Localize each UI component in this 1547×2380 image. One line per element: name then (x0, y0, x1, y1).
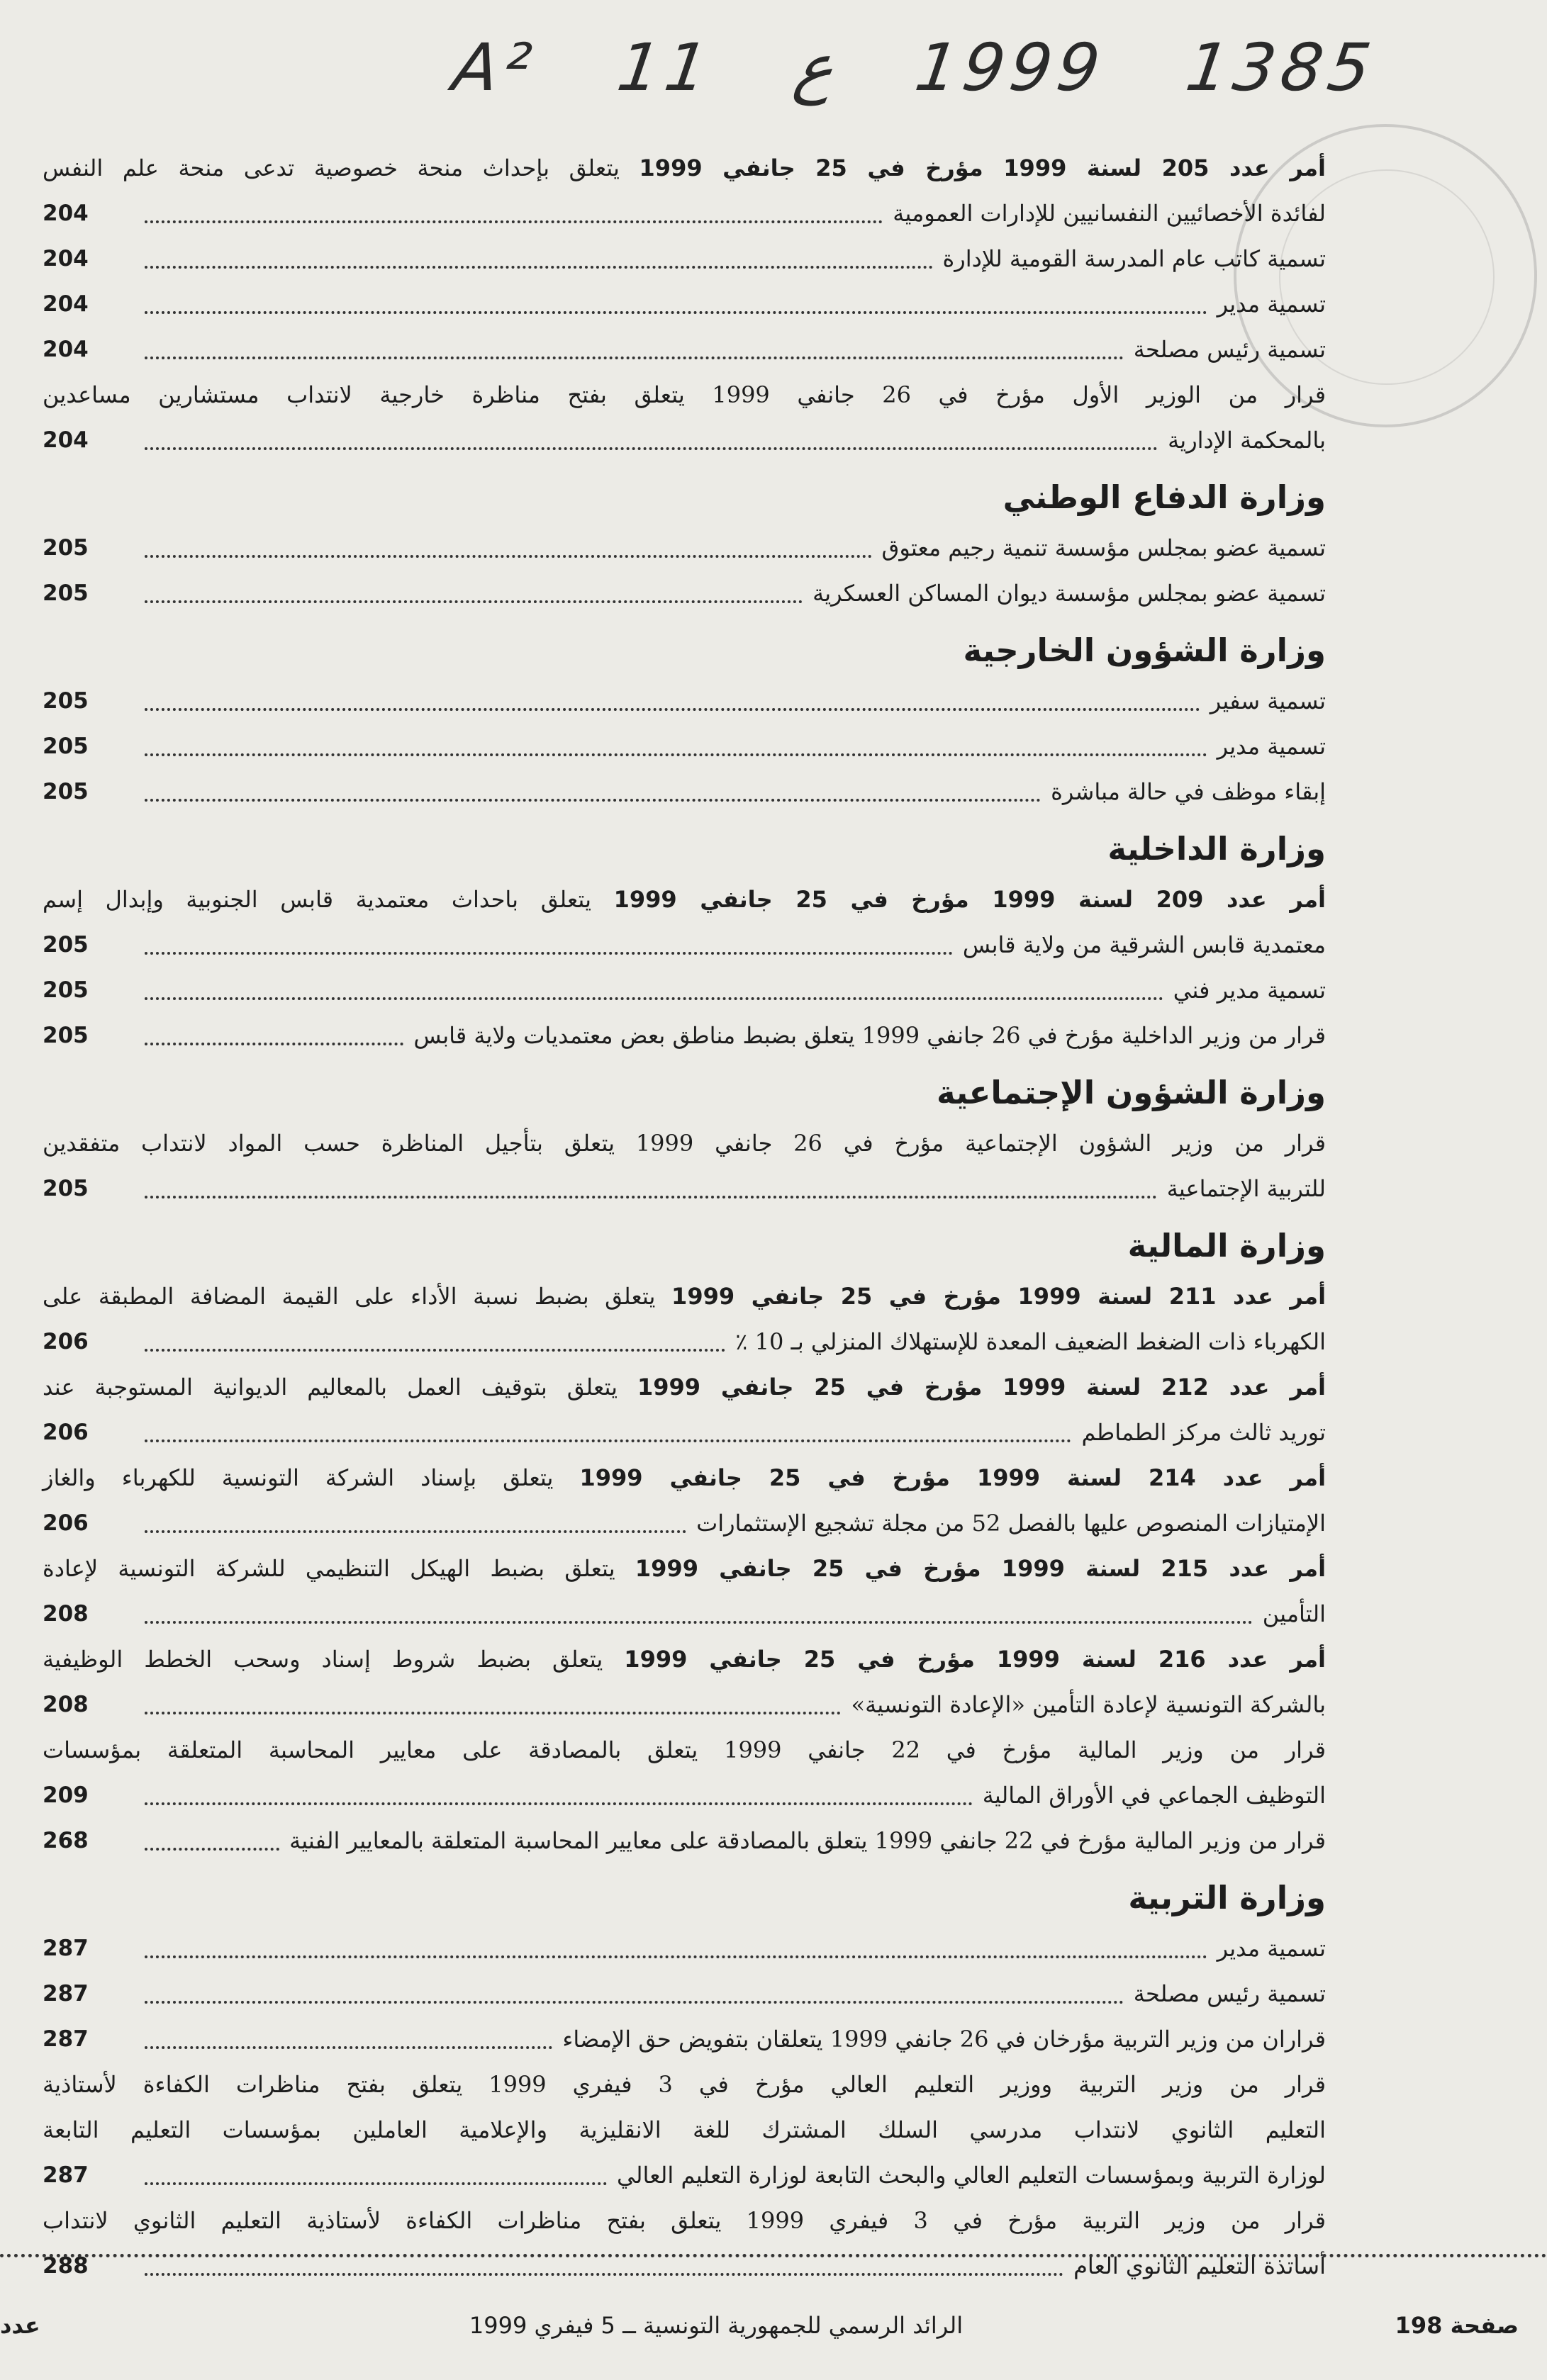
dot-leader (145, 997, 1163, 1000)
toc-entry (43, 1364, 1326, 1455)
entry-text-part: تسمية سفير (1210, 687, 1326, 714)
dot-leader (145, 1349, 725, 1352)
entry-text (43, 1464, 1326, 1491)
entry-text-part: تسمية مدير (1217, 1935, 1326, 1962)
entry-page-number: 204 (43, 337, 89, 362)
entry-line (43, 1591, 1326, 1637)
dot-leader (145, 2182, 607, 2185)
toc-entry (43, 2198, 1326, 2289)
toc-section (43, 470, 1326, 616)
entry-text-part: تسمية عضو بمجلس مؤسسة تنمية رجيم معتوق (881, 534, 1326, 561)
entry-line (43, 877, 1326, 922)
toc-entry (43, 877, 1326, 967)
dot-leader (145, 2046, 552, 2049)
toc-entry (43, 1818, 1326, 1863)
toc-entry (43, 1455, 1326, 1546)
entry-text (1168, 417, 1326, 463)
entry-page-number: 205 (43, 734, 89, 759)
entry-page-number: 204 (43, 246, 89, 271)
entry-text (735, 1319, 1326, 1364)
entry-line (43, 1013, 1326, 1058)
entry-text-part: تسمية عضو بمجلس مؤسسة ديوان المساكن العسكرية (812, 580, 1326, 607)
dot-leader (145, 2273, 1063, 2276)
dot-leader (145, 952, 953, 955)
entry-page-number: 206 (43, 1329, 89, 1354)
entry-text (893, 191, 1326, 236)
entry-line (43, 1727, 1326, 1773)
dot-leader (145, 1043, 403, 1045)
entry-text-part: يتعلق بضبط شروط إسناد وسحب الخطط الوظيفية (43, 1646, 603, 1673)
entry-page-number: 287 (43, 1981, 89, 2006)
toc-entry (43, 769, 1326, 814)
entry-page-number: 208 (43, 1601, 89, 1627)
entry-line (43, 1637, 1326, 1682)
entry-line (43, 1364, 1326, 1410)
entry-line (43, 2243, 1326, 2289)
dot-leader (145, 708, 1200, 711)
entry-text-part: قرار من وزير المالية مؤرخ في 22 جانفي 1999 يتعلق بالمصادقة على معايير المحاسبة المتعلقة بالمعايير الفنية (289, 1827, 1326, 1854)
hand-3: ع (789, 29, 839, 106)
hand-2: 11 (613, 29, 718, 106)
section-title: وزارة الشؤون الخارجية (963, 632, 1326, 669)
section-title: وزارة التربية (1128, 1879, 1326, 1916)
entry-text-part: قرار من وزير التربية مؤرخ في 3 فيفري 1999 يتعلق بفتح مناظرات الكفاءة لأستاذية التعليم الثانوي لانتداب (43, 2207, 1327, 2234)
entry-text-part: تسمية رئيس مصلحة (1133, 1980, 1326, 2007)
dot-leader (145, 357, 1124, 359)
decree-reference: أمر عدد 215 لسنة 1999 مؤرخ في 25 جانفي 1999 (635, 1555, 1327, 1582)
entry-page-number: 209 (43, 1783, 89, 1808)
entry-text-part: قرار من الوزير الأول مؤرخ في 26 جانفي 1999 يتعلق بفتح مناظرة خارجية لانتداب مستشارين مساعدين (43, 381, 1327, 408)
entry-text (43, 381, 1326, 408)
entry-text (1217, 724, 1326, 769)
decree-reference: أمر عدد 214 لسنة 1999 مؤرخ في 25 جانفي 1999 (579, 1464, 1327, 1491)
entry-text-part: قرار من وزير الشؤون الإجتماعية مؤرخ في 26 جانفي 1999 يتعلق بتأجيل المناظرة حسب المواد لانتداب متفقدين (43, 1130, 1326, 1157)
entry-line (43, 571, 1326, 616)
entry-text-part: يتعلق باحداث معتمدية قابس الجنوبية وإبدال إسم (43, 886, 591, 913)
dot-leader (145, 1530, 686, 1533)
entry-page-number: 205 (43, 580, 89, 606)
entry-line (43, 2062, 1326, 2107)
entry-line (43, 145, 1326, 191)
section-title: وزارة الشؤون الإجتماعية (936, 1074, 1326, 1111)
entry-line (43, 1274, 1326, 1319)
entry-text (562, 2016, 1326, 2062)
entry-line (43, 967, 1326, 1013)
dot-leader (145, 1802, 973, 1805)
entry-line (43, 922, 1326, 967)
entry-line (43, 1410, 1326, 1455)
entry-line (43, 191, 1326, 236)
entry-page-number: 268 (43, 1828, 89, 1853)
entry-line (43, 1926, 1326, 1971)
toc-entry (43, 281, 1326, 327)
entry-line (43, 1319, 1326, 1364)
entry-line (43, 1500, 1326, 1546)
entry-text (413, 1013, 1326, 1058)
dot-leader (145, 1955, 1207, 1958)
entry-text (851, 1682, 1326, 1727)
entry-text-part: التأمين (1262, 1600, 1326, 1627)
entry-text (1051, 769, 1326, 814)
decree-reference: أمر عدد 209 لسنة 1999 مؤرخ في 25 جانفي 1999 (613, 886, 1327, 913)
entry-text (1134, 1971, 1326, 2016)
table-of-contents (43, 145, 1326, 2289)
entry-text (43, 1646, 1326, 1673)
entry-page-number: 205 (43, 977, 89, 1003)
page-footer (0, 2312, 1547, 2354)
entry-text (1263, 1591, 1326, 1637)
toc-entry (43, 2016, 1326, 2062)
entry-text-part: لوزارة التربية وبمؤسسات التعليم العالي والبحث التابعة لوزارة التعليم العالي (617, 2162, 1326, 2189)
entry-text-part: أساتذة التعليم الثانوي العام (1073, 2252, 1326, 2279)
entry-text-part: قرار من وزير الداخلية مؤرخ في 26 جانفي 1999 يتعلق بضبط مناطق بعض معتمديات ولاية قابس (413, 1022, 1326, 1049)
entry-page-number: 205 (43, 1023, 89, 1048)
entry-page-number: 205 (43, 688, 89, 714)
section-title: وزارة المالية (1127, 1227, 1326, 1264)
entry-line (43, 2016, 1326, 2062)
entry-text-part: الكهرباء ذات الضغط الضعيف المعدة للإستهلاك المنزلي بـ 10 ٪ (735, 1328, 1326, 1355)
entry-text (696, 1500, 1326, 1546)
entry-text-part: يتعلق بتوقيف العمل بالمعاليم الديوانية المستوجبة عند (43, 1374, 618, 1401)
dot-leader (145, 1712, 841, 1714)
toc-entry (43, 724, 1326, 769)
entry-text-part: يتعلق بضبط نسبة الأداء على القيمة المضافة المطبقة على (43, 1283, 656, 1310)
toc-entry (43, 1971, 1326, 2016)
entry-text (43, 886, 1326, 913)
toc-section (43, 821, 1326, 1058)
entry-line (43, 525, 1326, 571)
toc-section (43, 1870, 1326, 2289)
toc-entry (43, 1546, 1326, 1637)
decree-reference: أمر عدد 216 لسنة 1999 مؤرخ في 25 جانفي 1999 (624, 1646, 1327, 1673)
footer-journal-title: الرائد الرسمي للجمهورية التونسية ــ 5 فيفري 1999 (469, 2312, 964, 2339)
entry-line (43, 1546, 1326, 1591)
decree-reference: أمر عدد 211 لسنة 1999 مؤرخ في 25 جانفي 1999 (671, 1283, 1327, 1310)
entry-text-part: التعليم الثانوي لانتداب مدرسي السلك المشترك للغة الانقليزية والإعلامية العاملين بمؤسسات التعليم التابعة (43, 2116, 1326, 2143)
decree-reference: أمر عدد 205 لسنة 1999 مؤرخ في 25 جانفي 1999 (639, 155, 1327, 181)
entry-text-part: قرار من وزير المالية مؤرخ في 22 جانفي 1999 يتعلق بالمصادقة على معايير المحاسبة المتعلقة بمؤسسات (43, 1736, 1327, 1763)
entry-text-part: يتعلق بإسناد الشركة التونسية للكهرباء والغاز (43, 1464, 554, 1491)
hand-4: 1999 (910, 29, 1110, 106)
handwritten-annotation (448, 21, 1381, 113)
entry-text-part: إبقاء موظف في حالة مباشرة (1051, 778, 1326, 805)
entry-line (43, 1971, 1326, 2016)
entry-text (43, 2116, 1326, 2143)
entry-line (43, 1773, 1326, 1818)
entry-text (43, 1374, 1326, 1401)
toc-section (43, 1218, 1326, 1863)
dot-leader (145, 311, 1207, 314)
dot-leader (145, 555, 872, 558)
dot-leader (145, 1196, 1157, 1199)
entry-line (43, 2198, 1326, 2243)
toc-entry (43, 1926, 1326, 1971)
entry-line (43, 1682, 1326, 1727)
entry-page-number: 287 (43, 2162, 89, 2188)
entry-text (1167, 1166, 1326, 1211)
entry-text-part: تسمية رئيس مصلحة (1133, 336, 1326, 363)
entry-text (43, 1283, 1326, 1310)
entry-text (963, 922, 1326, 967)
entry-text (1173, 967, 1326, 1013)
entry-page-number: 287 (43, 1936, 89, 1961)
toc-entry (43, 2062, 1326, 2198)
decree-reference: أمر عدد 212 لسنة 1999 مؤرخ في 25 جانفي 1999 (637, 1374, 1327, 1401)
entry-text-part: التوظيف الجماعي في الأوراق المالية (982, 1782, 1326, 1809)
entry-page-number: 205 (43, 1176, 89, 1201)
footer-divider (0, 2254, 1547, 2257)
entry-line (43, 769, 1326, 814)
toc-entry (43, 1727, 1326, 1818)
entry-text (1217, 281, 1326, 327)
dot-leader (145, 447, 1158, 450)
toc-section (43, 145, 1326, 463)
entry-page-number: 288 (43, 2253, 89, 2279)
entry-text (289, 1818, 1326, 1863)
entry-text (617, 2152, 1326, 2198)
entry-line (43, 724, 1326, 769)
footer-page-number: صفحة 198 (1395, 2312, 1519, 2339)
entry-text (882, 525, 1326, 571)
entry-text (1073, 2243, 1326, 2289)
entry-page-number: 287 (43, 2026, 89, 2052)
entry-text-part: يتعلق بضبط الهيكل التنظيمي للشركة التونسية لإعادة (43, 1555, 615, 1582)
toc-entry (43, 571, 1326, 616)
dot-leader (145, 1848, 279, 1851)
entry-text (1217, 1926, 1326, 1971)
entry-line (43, 417, 1326, 463)
entry-text (812, 571, 1326, 616)
entry-text-part: لفائدة الأخصائيين النفسانيين للإدارات العمومية (893, 200, 1326, 227)
entry-text (943, 236, 1326, 281)
entry-line (43, 1121, 1326, 1166)
entry-page-number: 204 (43, 427, 89, 453)
dot-leader (145, 753, 1207, 756)
hand-1: A² (448, 29, 542, 106)
entry-text (43, 2207, 1326, 2234)
entry-line (43, 2152, 1326, 2198)
entry-text (43, 2071, 1326, 2098)
toc-entry (43, 1121, 1326, 1211)
entry-line (43, 2107, 1326, 2152)
hand-5: 1385 (1181, 29, 1381, 106)
entry-page-number: 206 (43, 1420, 89, 1445)
entry-text-part: قراران من وزير التربية مؤرخان في 26 جانفي 1999 يتعلقان بتفويض حق الإمضاء (562, 2026, 1326, 2053)
entry-page-number: 204 (43, 291, 89, 317)
dot-leader (145, 600, 803, 603)
entry-line (43, 1455, 1326, 1500)
entry-text-part: معتمدية قابس الشرقية من ولاية قابس (962, 931, 1326, 958)
dot-leader (145, 799, 1041, 802)
section-title: وزارة الدفاع الوطني (1003, 478, 1326, 516)
entry-text (43, 155, 1326, 181)
toc-entry (43, 236, 1326, 281)
entry-text (43, 1555, 1326, 1582)
entry-page-number: 206 (43, 1510, 89, 1536)
entry-line (43, 372, 1326, 417)
entry-page-number: 205 (43, 779, 89, 804)
section-title: وزارة الداخلية (1107, 830, 1326, 868)
entry-line (43, 1166, 1326, 1211)
toc-entry (43, 327, 1326, 372)
toc-entry (43, 1274, 1326, 1364)
entry-text-part: قرار من وزير التربية ووزير التعليم العالي مؤرخ في 3 فيفري 1999 يتعلق بفتح مناظرات الكفاءة لأستاذية (43, 2071, 1326, 2098)
entry-line (43, 281, 1326, 327)
toc-entry (43, 678, 1326, 724)
toc-entry (43, 1013, 1326, 1058)
toc-section (43, 623, 1326, 814)
dot-leader (145, 1621, 1253, 1624)
entry-line (43, 236, 1326, 281)
entry-text-part: تسمية مدير (1217, 733, 1326, 760)
entry-text-part: يتعلق بإحداث منحة خصوصية تدعى منحة علم النفس (43, 155, 620, 181)
footer-issue-fragment: عدد (0, 2312, 40, 2339)
toc-section (43, 1065, 1326, 1211)
entry-text-part: بالمحكمة الإدارية (1168, 427, 1326, 454)
entry-text-part: تسمية مدير فني (1173, 977, 1326, 1004)
entry-text-part: توريد ثالث مركز الطماطم (1081, 1419, 1326, 1446)
dot-leader (145, 2001, 1124, 2004)
entry-page-number: 204 (43, 201, 89, 226)
entry-text-part: الإمتيازات المنصوص عليها بالفصل 52 من مجلة تشجيع الإستثمارات (696, 1510, 1326, 1537)
entry-text (1210, 678, 1326, 724)
entry-text (983, 1773, 1326, 1818)
entry-page-number: 205 (43, 535, 89, 561)
entry-text (1081, 1410, 1326, 1455)
entry-text (43, 1130, 1326, 1157)
entry-page-number: 208 (43, 1692, 89, 1717)
dot-leader (145, 220, 883, 223)
toc-entry (43, 967, 1326, 1013)
entry-line (43, 327, 1326, 372)
entry-text-part: تسمية مدير (1217, 291, 1326, 318)
dot-leader (145, 1439, 1071, 1442)
entry-line (43, 678, 1326, 724)
entry-text (1134, 327, 1326, 372)
toc-entry (43, 525, 1326, 571)
entry-line (43, 1818, 1326, 1863)
entry-text-part: تسمية كاتب عام المدرسة القومية للإدارة (942, 245, 1326, 272)
toc-entry (43, 372, 1326, 463)
entry-text-part: بالشركة التونسية لإعادة التأمين «الإعادة التونسية» (851, 1691, 1326, 1718)
entry-page-number: 205 (43, 932, 89, 958)
entry-text (43, 1736, 1326, 1763)
toc-entry (43, 145, 1326, 236)
dot-leader (145, 266, 933, 269)
entry-text-part: للتربية الإجتماعية (1166, 1175, 1326, 1202)
toc-entry (43, 1637, 1326, 1727)
